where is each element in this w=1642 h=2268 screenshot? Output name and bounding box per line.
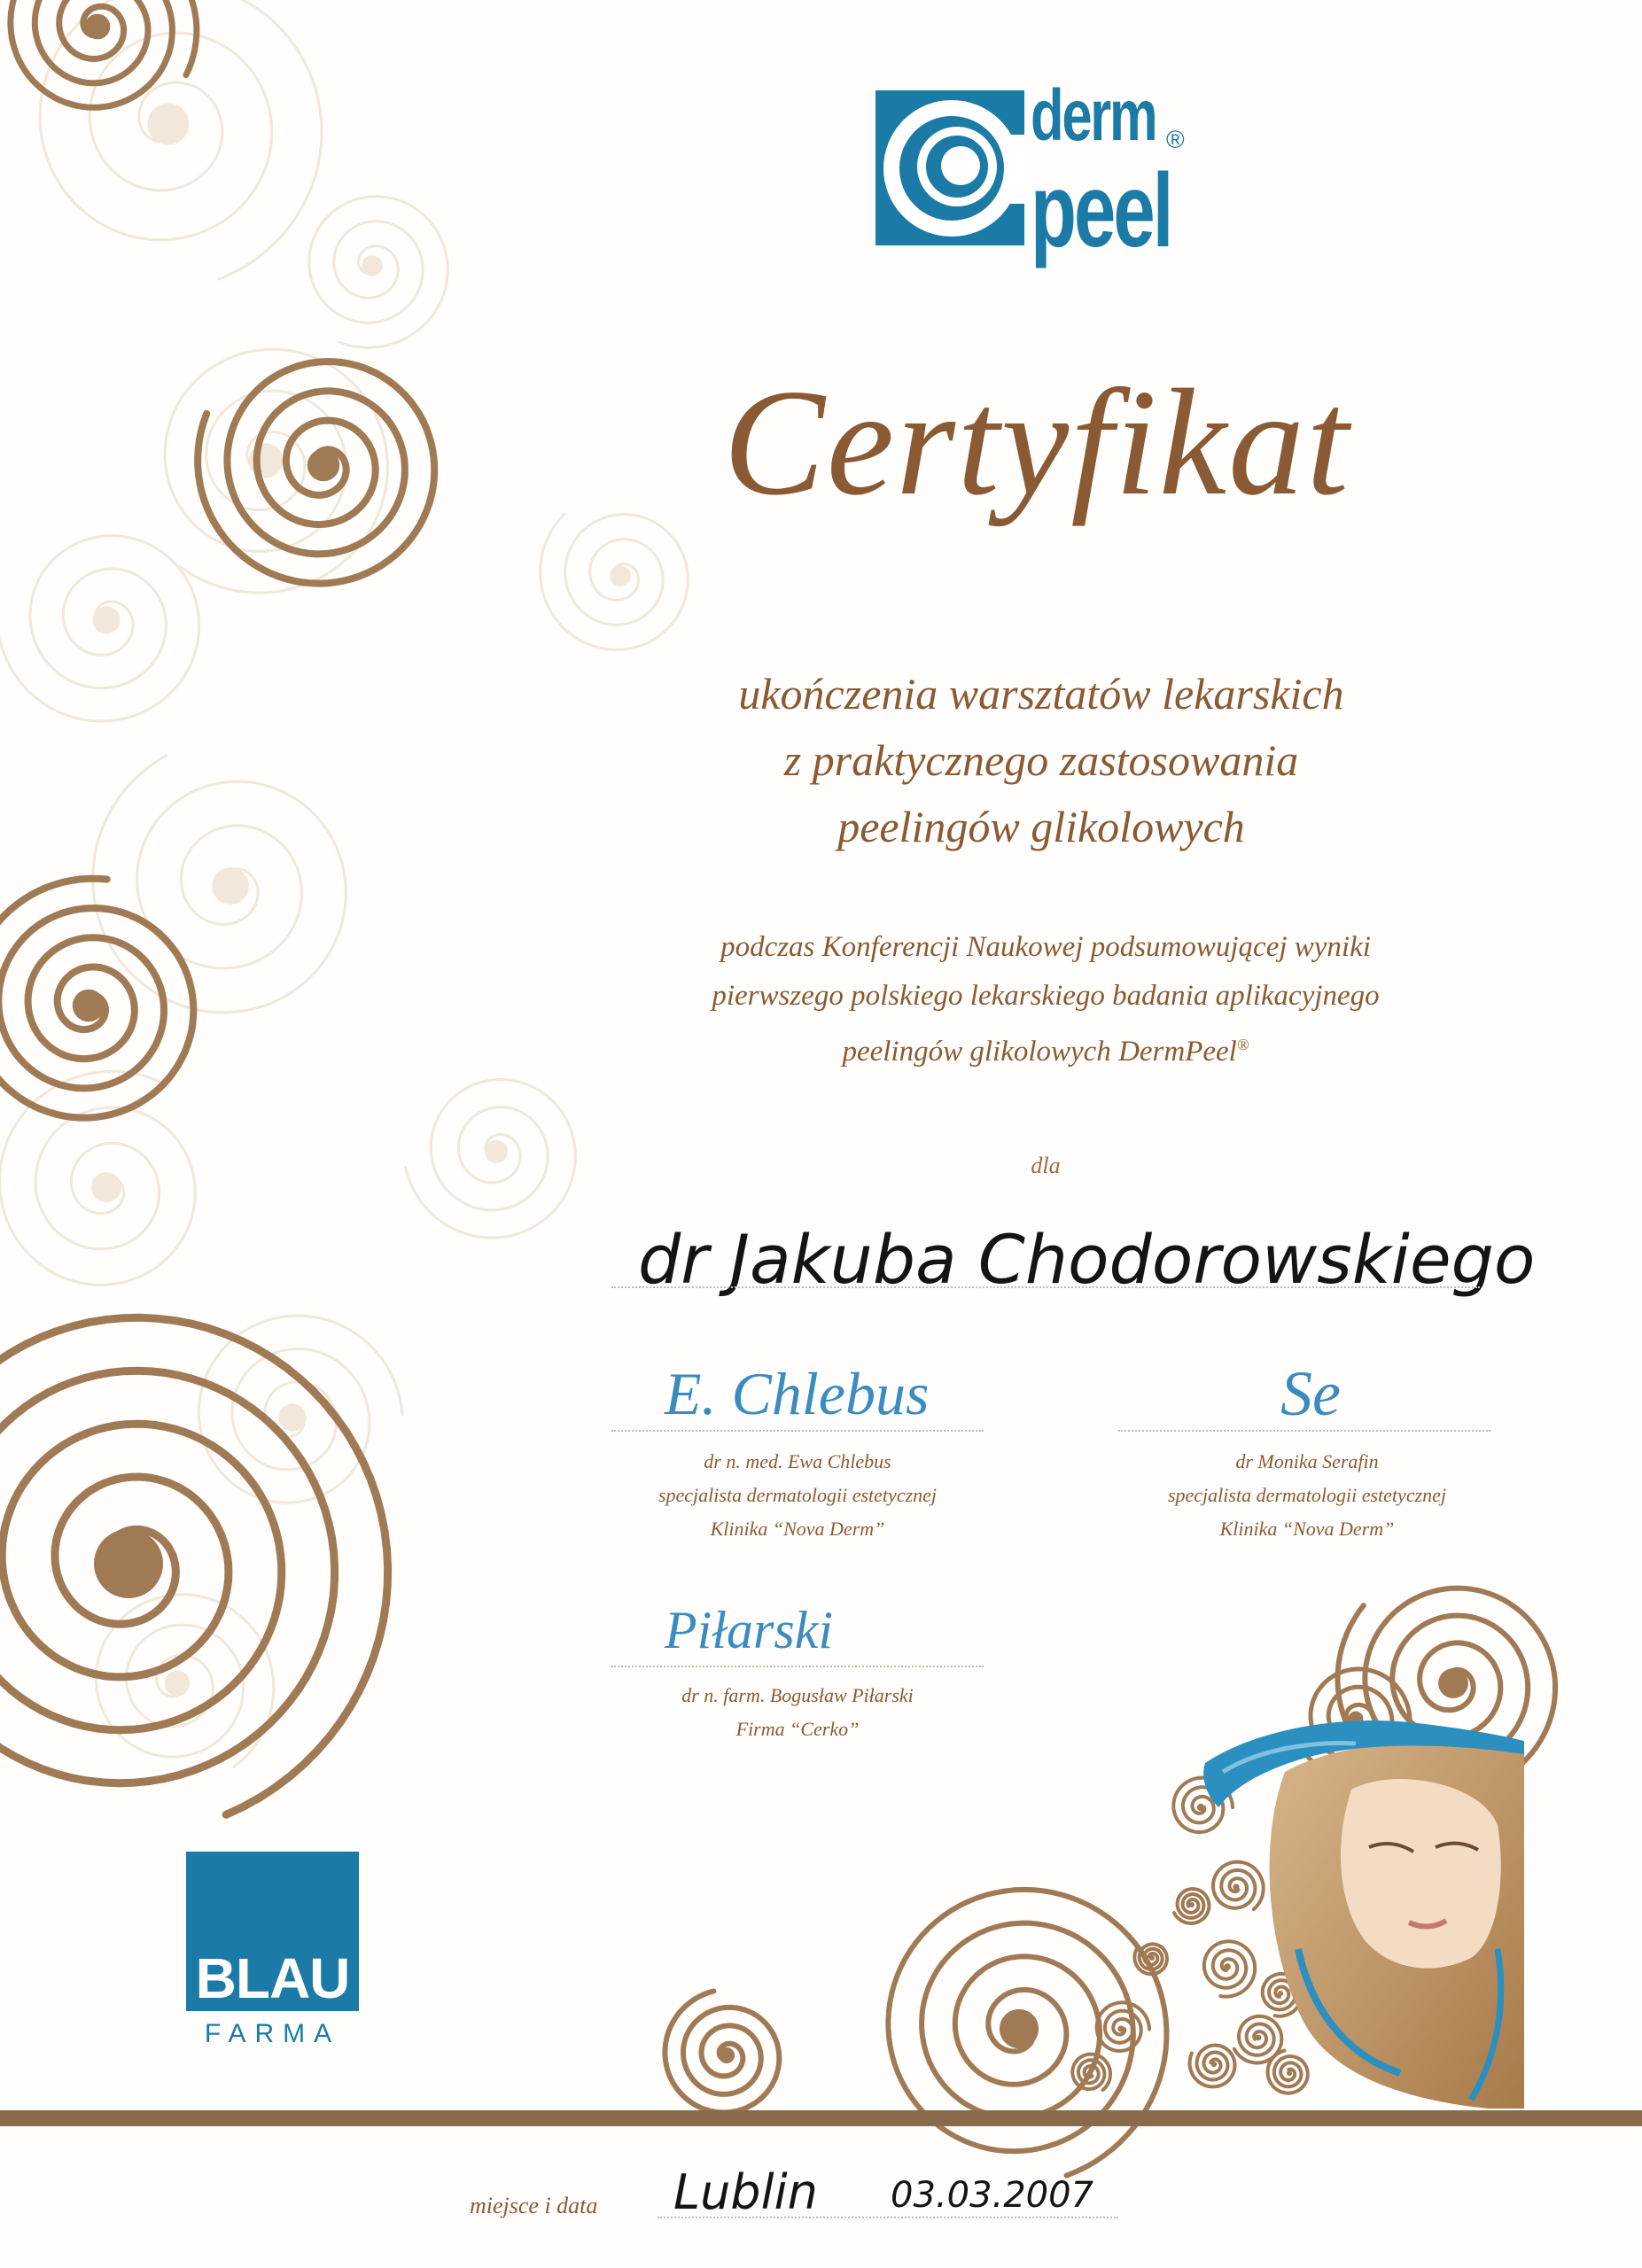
conference-line-text: peelingów glikolowych DermPeel xyxy=(842,1036,1237,1068)
date-value: 03.03.2007 xyxy=(891,2175,1094,2216)
signatory-org: Klinika “Nova Derm” xyxy=(1219,1518,1395,1540)
farma-text: FARMA xyxy=(204,2019,341,2048)
subtitle-line: ukończenia warsztatów lekarskich xyxy=(738,669,1344,718)
recipient-intro: dla xyxy=(1031,1153,1061,1178)
subtitle-line: peelingów glikolowych xyxy=(837,802,1245,851)
signature-serafin: Se xyxy=(1280,1358,1341,1429)
signatory-org: Firma “Cerko” xyxy=(735,1718,860,1740)
logo-text-peel: peel xyxy=(1031,152,1171,269)
signatory-org: Klinika “Nova Derm” xyxy=(710,1518,885,1540)
certificate-title: Certyfikat xyxy=(723,359,1350,527)
blau-farma-logo xyxy=(186,1852,359,2055)
recipient-name: dr Jakuba Chodorowskiego xyxy=(638,1220,1536,1299)
signatory-name: dr Monika Serafin xyxy=(1235,1450,1379,1472)
signatory-name: dr n. farm. Bogusław Piłarski xyxy=(681,1684,914,1706)
signatory-role: specjalista dermatologii estetycznej xyxy=(658,1484,938,1506)
conference-line: pierwszego polskiego lekarskiego badania aplikacyjnego xyxy=(712,980,1380,1012)
signature-chlebus: E. Chlebus xyxy=(665,1360,930,1427)
conference-line: podczas Konferencji Naukowej podsumowującej wyniki xyxy=(720,931,1371,963)
subtitle-line: z praktycznego zastosowania xyxy=(783,735,1299,785)
signature-pilarski: Piłarski xyxy=(665,1601,833,1659)
signatory-role: specjalista dermatologii estetycznej xyxy=(1167,1484,1447,1506)
logo-text-derm: derm xyxy=(1031,75,1156,156)
place-value: Lublin xyxy=(673,2164,818,2220)
signatory-name: dr n. med. Ewa Chlebus xyxy=(704,1450,891,1472)
place-date-label: miejsce i data xyxy=(470,2193,598,2218)
footer-stripe xyxy=(0,2110,1642,2126)
blau-text: BLAU xyxy=(195,1946,350,2010)
logo-registered-mark: ® xyxy=(1166,126,1185,153)
conference-registered-mark: ® xyxy=(1236,1036,1249,1053)
